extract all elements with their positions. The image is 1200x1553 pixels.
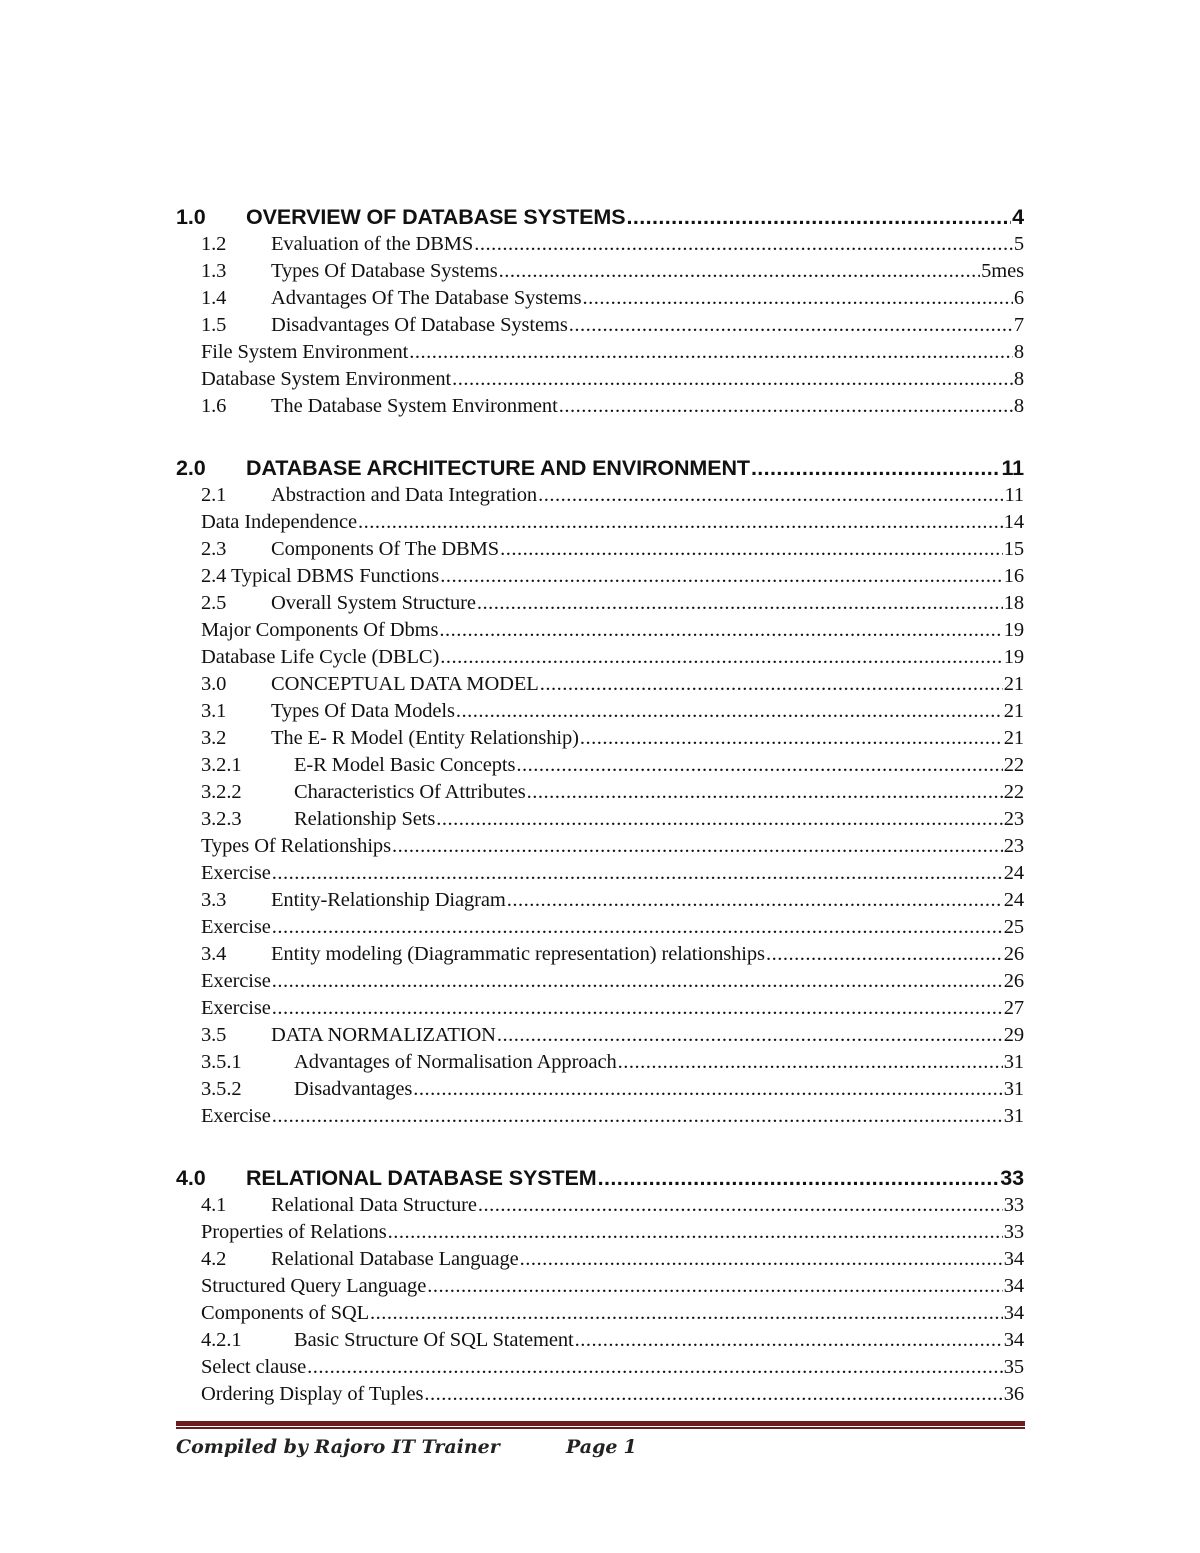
toc-entry-number: 4.1 (201, 1194, 227, 1216)
toc-dot-leader (452, 366, 1013, 393)
toc-entry-title: Types Of Relationships (201, 835, 391, 857)
toc-dot-leader (527, 779, 1003, 806)
toc-entry-title: Components of SQL (201, 1302, 369, 1324)
toc-entry-number: 3.5.2 (201, 1078, 242, 1100)
toc-dot-leader (272, 914, 1003, 941)
toc-entry-title: Exercise (201, 862, 271, 884)
toc-dot-leader (272, 995, 1003, 1022)
toc-entry-number: 1.2 (201, 233, 227, 255)
toc-dot-leader (440, 563, 1003, 590)
toc-entry[interactable] (176, 671, 1024, 698)
toc-entry-title: Advantages of Normalisation Approach (294, 1051, 617, 1073)
toc-dot-leader (424, 1381, 1002, 1408)
toc-entry-title: DATA NORMALIZATION (271, 1024, 496, 1046)
toc-dot-leader (477, 590, 1003, 617)
toc-entry-page: 26 (1003, 970, 1024, 992)
toc-dot-leader (540, 671, 1003, 698)
toc-entry-page: 15 (1003, 538, 1024, 560)
toc-entry[interactable] (176, 1327, 1024, 1354)
toc-entry-title: Exercise (201, 1105, 271, 1127)
toc-entry-title: E-R Model Basic Concepts (294, 754, 516, 776)
toc-entry[interactable] (176, 285, 1024, 312)
toc-entry-title: Properties of Relations (201, 1221, 387, 1243)
toc-entry[interactable] (176, 941, 1024, 968)
toc-entry-title: Overall System Structure (271, 592, 476, 614)
toc-dot-leader (497, 1022, 1003, 1049)
toc-entry-page: 36 (1003, 1383, 1024, 1405)
toc-entry-title: Relational Data Structure (271, 1194, 477, 1216)
footer-rule-thin (176, 1427, 1025, 1429)
toc-entry-title: 2.4 Typical DBMS Functions (201, 565, 440, 587)
footer-page-value: 1 (623, 1436, 637, 1458)
footer-page-number (566, 1436, 637, 1458)
toc-entry-page: 24 (1003, 889, 1024, 911)
toc-entry-title: Types Of Database Systems (271, 260, 498, 282)
toc-entry-page: 8 (1013, 395, 1024, 417)
toc-entry-number: 1.6 (201, 395, 227, 417)
toc-entry-number: 3.1 (201, 700, 227, 722)
toc-dot-leader (413, 1076, 1002, 1103)
toc-entry-page: 8 (1013, 368, 1024, 390)
toc-entry[interactable] (176, 617, 1024, 644)
toc-dot-leader (569, 312, 1013, 339)
toc-entry[interactable] (176, 860, 1024, 887)
toc-dot-leader (500, 536, 1003, 563)
toc-entry-page: 34 (1003, 1329, 1024, 1351)
toc-entry-title: The Database System Environment (271, 395, 558, 417)
toc-entry-page: 31 (1003, 1051, 1024, 1073)
toc-entry-title: Entity modeling (Diagrammatic representation) relationships (271, 943, 765, 965)
toc-entry-page: 16 (1003, 565, 1024, 587)
toc-entry[interactable] (176, 312, 1024, 339)
toc-entry[interactable] (176, 366, 1024, 393)
toc-entry-title: Exercise (201, 997, 271, 1019)
toc-entry-page: 31 (1003, 1078, 1024, 1100)
toc-entry-title: Major Components Of Dbms (201, 619, 439, 641)
toc-entry-title: Characteristics Of Attributes (294, 781, 526, 803)
toc-dot-leader (538, 482, 1003, 509)
toc-entry-title: OVERVIEW OF DATABASE SYSTEMS (246, 205, 626, 229)
toc-dot-leader (516, 752, 1002, 779)
toc-dot-leader (575, 1327, 1003, 1354)
toc-entry-number: 1.0 (176, 205, 206, 229)
toc-entry-title: Structured Query Language (201, 1275, 427, 1297)
toc-entry-page: 29 (1003, 1024, 1024, 1046)
toc-entry-number: 3.2.3 (201, 808, 242, 830)
toc-entry-number: 3.5.1 (201, 1051, 242, 1073)
toc-dot-leader (358, 509, 1003, 536)
toc-entry[interactable] (176, 806, 1024, 833)
toc-entry-title: DATABASE ARCHITECTURE AND ENVIRONMENT (246, 456, 750, 480)
toc-entry-page: 21 (1003, 700, 1024, 722)
toc-entry[interactable] (176, 995, 1024, 1022)
toc-entry[interactable] (176, 698, 1024, 725)
toc-entry-title: Database Life Cycle (DBLC) (201, 646, 440, 668)
toc-entry[interactable] (176, 1300, 1024, 1327)
toc-entry-page: 31 (1003, 1105, 1024, 1127)
toc-entry-title: File System Environment (201, 341, 409, 363)
toc-entry[interactable] (176, 1246, 1024, 1273)
toc-entry-page: 25 (1003, 916, 1024, 938)
toc-entry-page: 5 (1013, 233, 1024, 255)
toc-entry-title: Select clause (201, 1356, 307, 1378)
toc-entry[interactable] (176, 1219, 1024, 1246)
toc-entry[interactable] (176, 482, 1024, 509)
toc-entry[interactable] (176, 231, 1024, 258)
toc-entry-page: 33 (1000, 1166, 1024, 1190)
toc-entry-number: 1.3 (201, 260, 227, 282)
toc-entry[interactable] (176, 536, 1024, 563)
toc-entry-page: 11 (1001, 456, 1024, 480)
toc-chapter-heading[interactable] (176, 203, 1024, 231)
toc-dot-leader (456, 698, 1003, 725)
toc-entry-number: 1.5 (201, 314, 227, 336)
toc-entry-page: 19 (1003, 646, 1024, 668)
toc-entry-title: Disadvantages (294, 1078, 413, 1100)
toc-dot-leader (388, 1219, 1003, 1246)
toc-dot-leader (392, 833, 1003, 860)
toc-dot-leader (520, 1246, 1003, 1273)
toc-entry-title: RELATIONAL DATABASE SYSTEM (246, 1166, 597, 1190)
toc-entry-page: 23 (1003, 808, 1024, 830)
toc-entry-title: Abstraction and Data Integration (271, 484, 538, 506)
toc-entry[interactable] (176, 1354, 1024, 1381)
toc-dot-leader (409, 339, 1013, 366)
toc-entry-title: Evaluation of the DBMS (271, 233, 474, 255)
toc-entry-number: 4.2.1 (201, 1329, 242, 1351)
toc-entry-number: 2.1 (201, 484, 227, 506)
toc-entry-page: 24 (1003, 862, 1024, 884)
toc-dot-leader (559, 393, 1013, 420)
toc-entry-page: 11 (1004, 484, 1024, 506)
toc-entry-title: Components Of The DBMS (271, 538, 500, 560)
toc-entry[interactable] (176, 258, 1024, 285)
toc-entry-page: 21 (1003, 673, 1024, 695)
toc-dot-leader (618, 1049, 1003, 1076)
toc-entry[interactable] (176, 887, 1024, 914)
toc-entry[interactable] (176, 563, 1024, 590)
toc-entry-title: Relationship Sets (294, 808, 436, 830)
toc-dot-leader (272, 860, 1003, 887)
toc-entry[interactable] (176, 1381, 1024, 1408)
toc-entry-page: 27 (1003, 997, 1024, 1019)
toc-entry-page: 33 (1003, 1221, 1024, 1243)
toc-dot-leader (582, 285, 1012, 312)
toc-dot-leader (370, 1300, 1003, 1327)
toc-entry-page: 33 (1003, 1194, 1024, 1216)
toc-entry-page: 21 (1003, 727, 1024, 749)
toc-entry-title: Database System Environment (201, 368, 452, 390)
toc-dot-leader (766, 941, 1003, 968)
toc-entry-title: Exercise (201, 916, 271, 938)
toc-entry-page: 6 (1013, 287, 1024, 309)
table-of-contents (176, 203, 1024, 1408)
toc-entry-title: Ordering Display of Tuples (201, 1383, 424, 1405)
toc-dot-leader (507, 887, 1003, 914)
toc-entry-number: 4.2 (201, 1248, 227, 1270)
toc-entry[interactable] (176, 1273, 1024, 1300)
toc-dot-leader (436, 806, 1002, 833)
toc-entry-page: 34 (1003, 1248, 1024, 1270)
toc-dot-leader (626, 203, 1011, 231)
toc-entry-title: Basic Structure Of SQL Statement (294, 1329, 574, 1351)
toc-entry[interactable] (176, 1076, 1024, 1103)
toc-dot-leader (499, 258, 980, 285)
toc-entry-number: 2.0 (176, 456, 206, 480)
toc-entry-number: 2.3 (201, 538, 227, 560)
toc-dot-leader (598, 1164, 1000, 1192)
footer-rule (176, 1421, 1025, 1426)
toc-dot-leader (272, 1103, 1003, 1130)
toc-entry-number: 4.0 (176, 1166, 206, 1190)
toc-entry[interactable] (176, 779, 1024, 806)
toc-entry-page: 19 (1003, 619, 1024, 641)
toc-entry-page: 23 (1003, 835, 1024, 857)
toc-entry-page: 34 (1003, 1302, 1024, 1324)
toc-entry-page: 5mes (981, 260, 1024, 282)
toc-entry[interactable] (176, 644, 1024, 671)
toc-entry-page: 34 (1003, 1275, 1024, 1297)
toc-dot-leader (751, 454, 1001, 482)
toc-dot-leader (427, 1273, 1002, 1300)
toc-entry-title: Exercise (201, 970, 271, 992)
toc-entry-number: 3.2.1 (201, 754, 242, 776)
toc-entry-title: Disadvantages Of Database Systems (271, 314, 568, 336)
toc-entry-title: Advantages Of The Database Systems (271, 287, 582, 309)
toc-dot-leader (440, 644, 1003, 671)
toc-entry-page: 26 (1003, 943, 1024, 965)
toc-entry-number: 3.0 (201, 673, 227, 695)
toc-entry[interactable] (176, 1022, 1024, 1049)
toc-chapter-heading[interactable] (176, 454, 1024, 482)
toc-entry-title: Types Of Data Models (271, 700, 455, 722)
toc-dot-leader (580, 725, 1003, 752)
toc-entry[interactable] (176, 833, 1024, 860)
toc-dot-leader (307, 1354, 1003, 1381)
toc-entry-number: 1.4 (201, 287, 227, 309)
toc-entry[interactable] (176, 968, 1024, 995)
toc-entry[interactable] (176, 914, 1024, 941)
toc-entry[interactable] (176, 752, 1024, 779)
toc-entry-number: 3.2.2 (201, 781, 242, 803)
page-footer (176, 1436, 1025, 1466)
toc-entry-title: Data Independence (201, 511, 357, 533)
footer-compiled-by: Compiled by Rajoro IT Trainer (176, 1436, 500, 1458)
toc-entry[interactable] (176, 1192, 1024, 1219)
toc-dot-leader (272, 968, 1003, 995)
toc-entry-title: The E- R Model (Entity Relationship) (271, 727, 579, 749)
toc-entry-title: Entity-Relationship Diagram (271, 889, 506, 911)
toc-entry[interactable] (176, 509, 1024, 536)
toc-entry[interactable] (176, 725, 1024, 752)
toc-entry-number: 2.5 (201, 592, 227, 614)
toc-entry[interactable] (176, 1049, 1024, 1076)
toc-entry-page: 22 (1003, 781, 1024, 803)
toc-entry-page: 7 (1013, 314, 1024, 336)
toc-entry-title: Relational Database Language (271, 1248, 519, 1270)
toc-entry[interactable] (176, 1103, 1024, 1130)
toc-entry-number: 3.2 (201, 727, 227, 749)
toc-dot-leader (474, 231, 1013, 258)
toc-entry-number: 3.3 (201, 889, 227, 911)
footer-page-label: Page (566, 1436, 618, 1458)
toc-entry-page: 4 (1012, 205, 1024, 229)
toc-chapter-heading[interactable] (176, 1164, 1024, 1192)
toc-entry-page: 35 (1003, 1356, 1024, 1378)
toc-dot-leader (439, 617, 1002, 644)
toc-entry-page: 22 (1003, 754, 1024, 776)
toc-entry-title: CONCEPTUAL DATA MODEL (271, 673, 539, 695)
toc-entry-page: 14 (1003, 511, 1024, 533)
toc-entry-page: 18 (1003, 592, 1024, 614)
toc-entry-page: 8 (1013, 341, 1024, 363)
toc-entry[interactable] (176, 590, 1024, 617)
toc-entry-number: 3.4 (201, 943, 227, 965)
toc-entry-number: 3.5 (201, 1024, 227, 1046)
toc-entry[interactable] (176, 393, 1024, 420)
toc-entry[interactable] (176, 339, 1024, 366)
toc-dot-leader (478, 1192, 1003, 1219)
